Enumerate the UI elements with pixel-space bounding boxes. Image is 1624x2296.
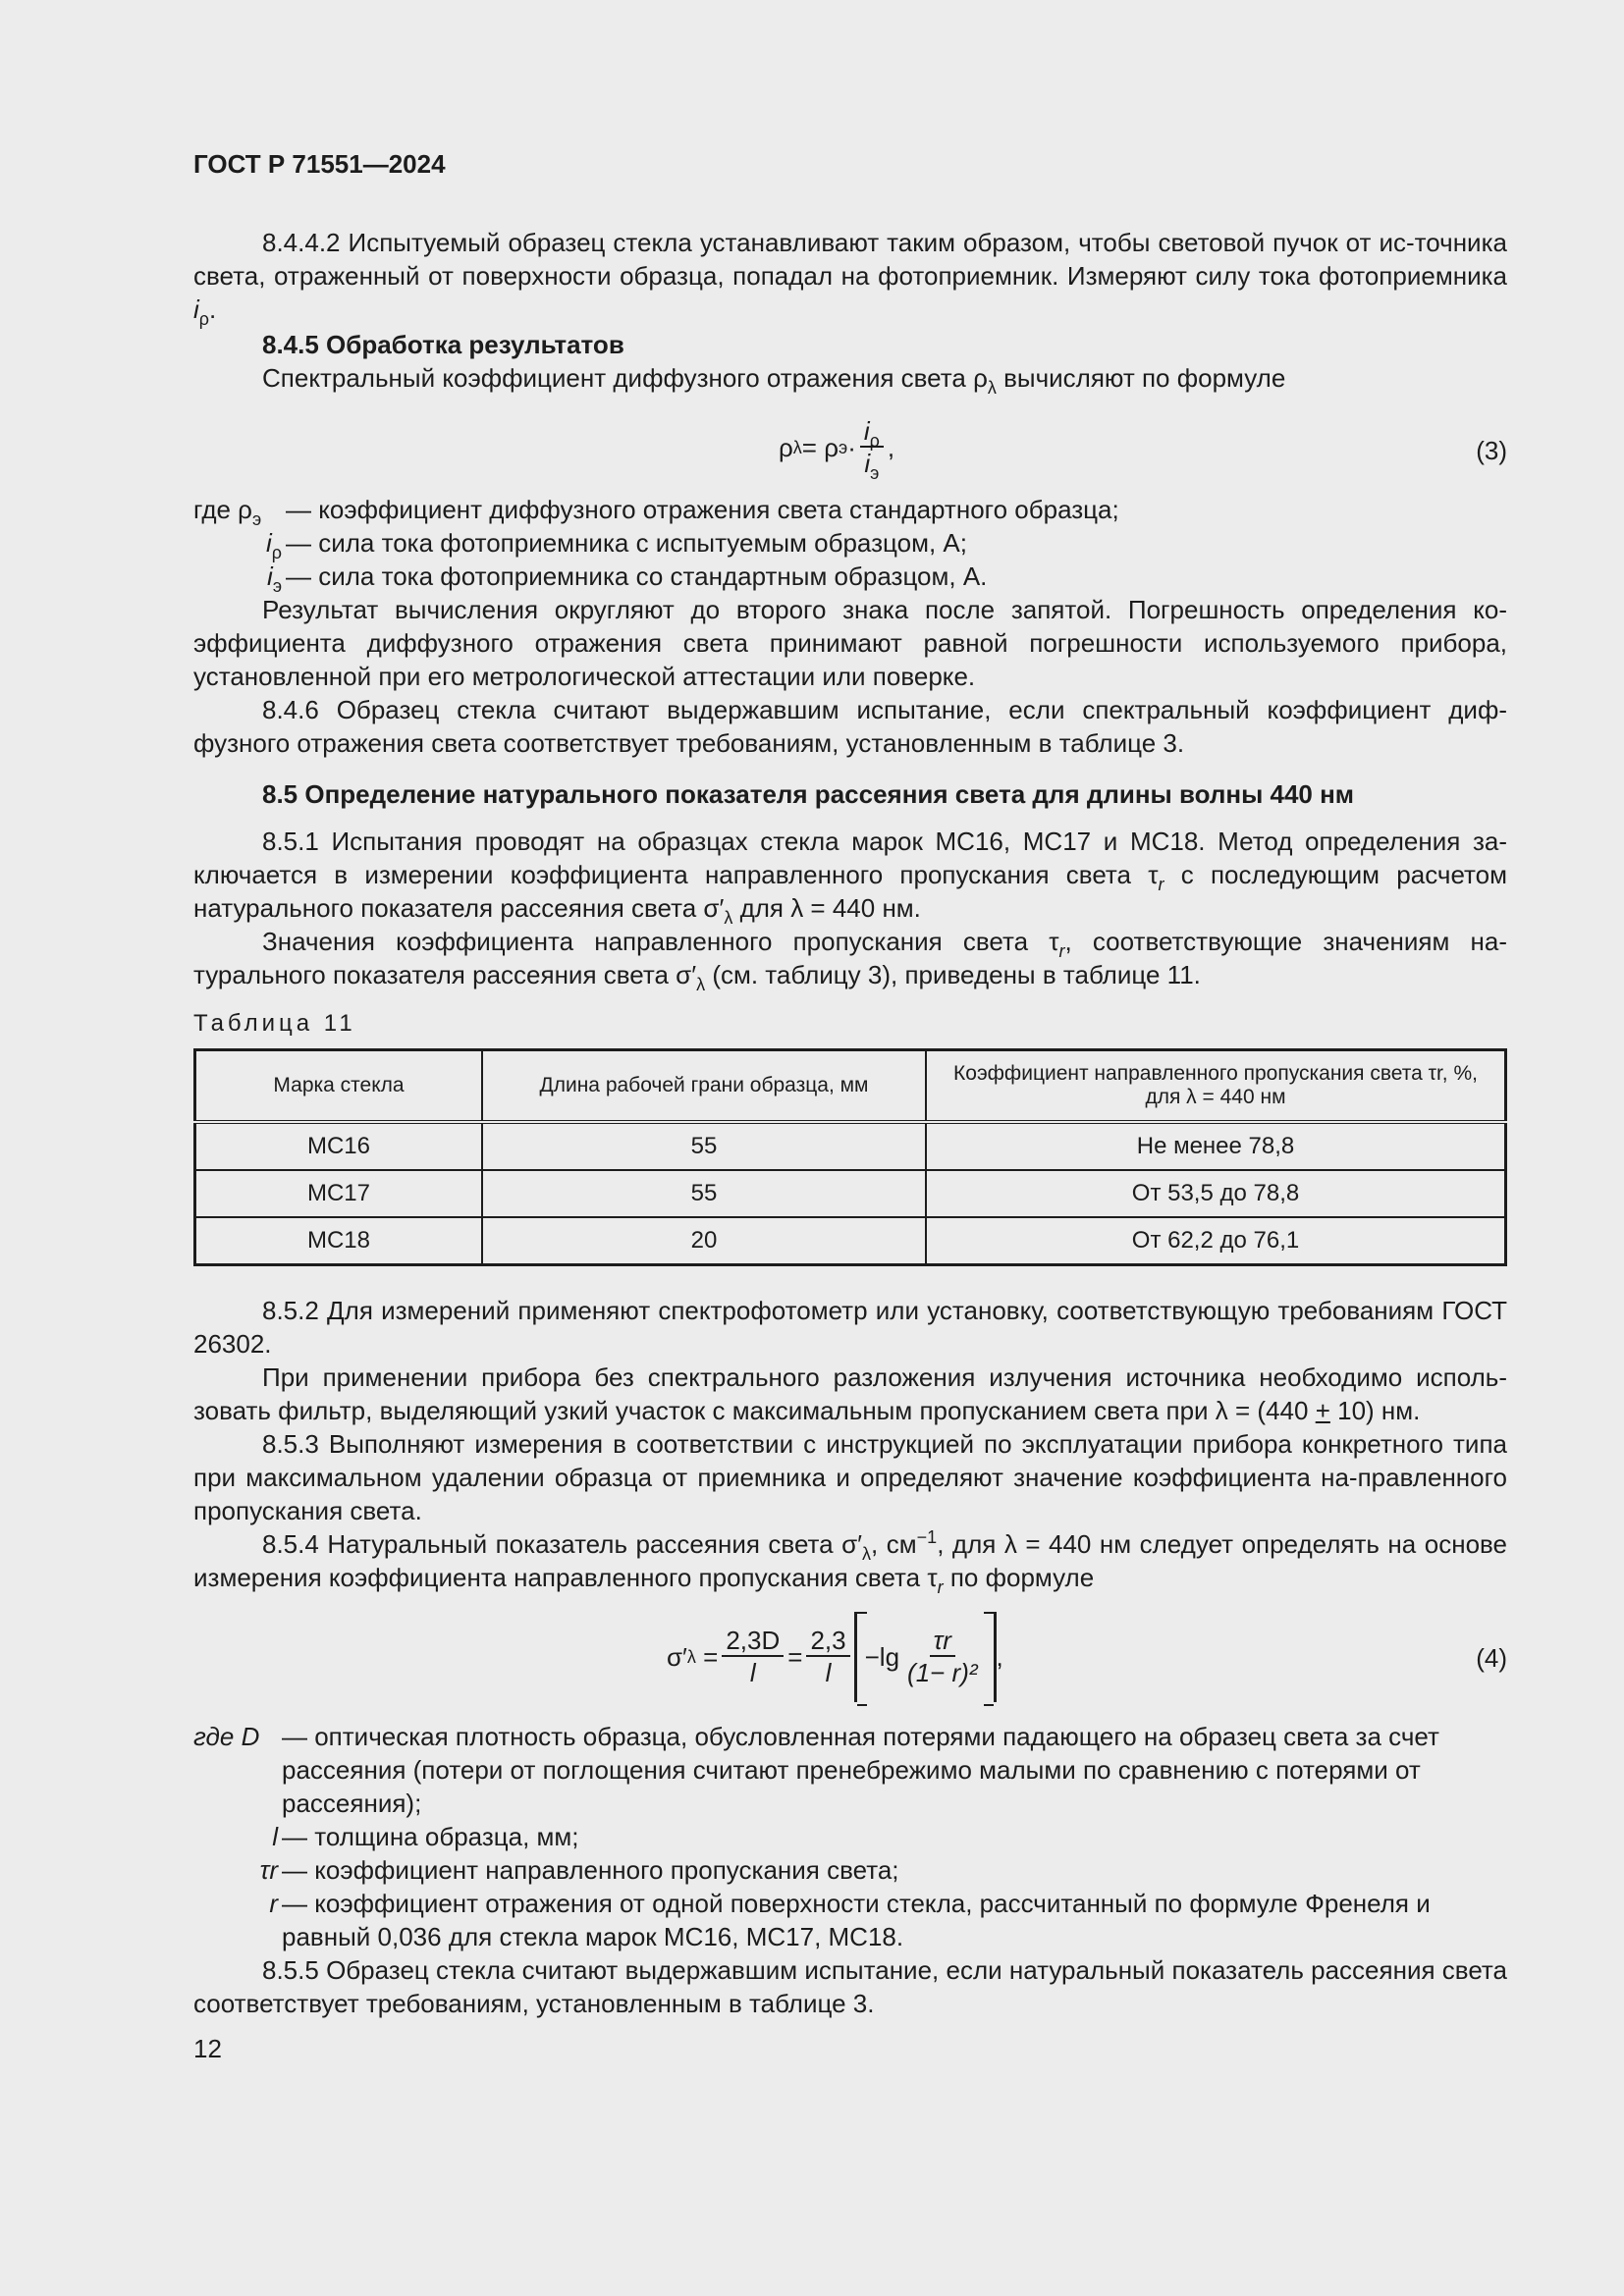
square-bracket-group: −lg $\frac{\tau r}{\text{(1− r)²}}$: [854, 1612, 997, 1702]
table-header-row: [195, 1050, 1506, 1123]
where-item: l — толщина образца, мм;: [272, 1822, 579, 1851]
paragraph-8-5-2: 8.5.2 Для измерений применяют спектрофотометр или установку, соответствующую требованиям ГОСТ 26302.: [193, 1296, 1507, 1359]
formula-4: σ′ λ = $\frac{2,3D}{l}$ = $\frac{2,3}{l}$ −lg $\frac{\tau r}{\text{(1− r)²}}$ , (4): [193, 1604, 1507, 1720]
where-item: $i_э$ — сила тока фотоприемника со стандартным образцом, А.: [267, 561, 988, 596]
paragraph-8-5-3: 8.5.3 Выполняют измерения в соответствии с инструкцией по эксплуатации прибора конкретного типа при максимальном удалении образца от приемника и определяют значение коэффициента на-правленного пропускания света.: [193, 1429, 1507, 1525]
table-11: [193, 1048, 1507, 1266]
paragraph-values: Значения коэффициента направленного пропускания света $\tau_r$, соответствующие значениям на-турального показателя рассеяния света $\sigma'_\lambda$ (см. таблицу 3), приведены в таблице 11.: [193, 927, 1507, 994]
column-header: Длина рабочей грани образца, мм: [482, 1050, 926, 1123]
table-row: МС18 20 От 62,2 до 76,1: [195, 1217, 1506, 1265]
heading-8-4-5: 8.4.5 Обработка результатов: [262, 330, 624, 359]
fraction-tau-over-1-minus-r-squared: $\frac{\tau r}{\text{(1− r)²}}$: [907, 1626, 978, 1687]
table-row: МС16 55 Не менее 78,8: [195, 1122, 1506, 1170]
table-caption: Таблица 11: [193, 1010, 356, 1037]
where-item: где D — оптическая плотность образца, обусловленная потерями падающего на образец света за счет рассеяния (потери от поглощения считают пренебрежимо малыми по сравнению с потерями от рассеяния);: [193, 1722, 1439, 1818]
where-item: где $\rho_э$ — коэффициент диффузного отражения света стандартного образца;: [193, 495, 1119, 529]
document-header: ГОСТ Р 71551—2024: [193, 149, 446, 179]
paragraph-8-4-5: Спектральный коэффициент диффузного отражения света $\rho_\lambda$ вычисляют по формуле: [262, 363, 1286, 398]
paragraph-8-4-6: 8.4.6 Образец стекла считают выдержавшим испытание, если спектральный коэффициент диф-фузного отражения света соответствует требованиям, установленным в таблице 3.: [193, 695, 1507, 758]
formula-number-4: (4): [1476, 1643, 1507, 1673]
heading-8-5: 8.5 Определение натурального показателя рассеяния света для длины волны 440 нм: [262, 779, 1355, 809]
paragraph-8-5-4: 8.5.4 Натуральный показатель рассеяния света $\sigma'_\lambda$, $см^{-1}$, для λ = 440 нм следует определять на основе измерения коэффициента направленного пропускания света $\tau_r$ по формуле: [193, 1527, 1508, 1597]
fraction-2-3-over-l: $\frac{2,3}{l}$: [806, 1626, 849, 1688]
table-row: МС17 55 От 53,5 до 78,8: [195, 1170, 1506, 1217]
where-list-4: [193, 1720, 1507, 1953]
column-header: Коэффициент направленного пропускания света τr, %, для λ = 440 нм: [926, 1050, 1506, 1123]
fraction-2-3d-over-l: $\frac{2,3D}{l}$: [722, 1626, 784, 1688]
fraction-i-rho-over-i-e: $\frac{i_\rho}{i_э}$: [860, 416, 884, 479]
body-text: [193, 226, 1507, 2065]
paragraph-8-5-1: 8.5.1 Испытания проводят на образцах стекла марок МС16, МС17 и МС18. Метод определения за-ключается в измерении коэффициента направленного пропускания света $\tau_r$ с последующим расчетом натурального показателя рассеяния света $\sigma'_\lambda$ для λ = 440 нм.: [193, 827, 1507, 928]
paragraph-result: Результат вычисления округляют до второго знака после запятой. Погрешность определения ко-эффициента диффузного отражения света принимают равной погрешности используемого прибора, установленной при его метрологической аттестации или поверке.: [193, 595, 1507, 691]
paragraph-filter: При применении прибора без спектрального разложения излучения источника необходимо исполь-зовать фильтр, выделяющий узкий участок с максимальным пропусканием света при λ = (440 + 10) нм.: [193, 1362, 1507, 1425]
where-list-3: [193, 493, 1507, 596]
paragraph-8-5-5: 8.5.5 Образец стекла считают выдержавшим испытание, если натуральный показатель рассеяния света соответствует требованиям, установленным в таблице 3.: [193, 1955, 1507, 2018]
formula-3: ρ λ = ρ э · $\frac{i_\rho}{i_э}$ , (3): [779, 416, 1507, 483]
where-item: τr — коэффициент направленного пропускания света;: [259, 1855, 899, 1885]
page-number: 12: [193, 2034, 222, 2063]
paragraph-8-4-4-2: 8.4.4.2 Испытуемый образец стекла устанавливают таким образом, чтобы световой пучок от ис-точника света, отраженный от поверхности образца, попадал на фотоприемник. Измеряют силу тока фотоприемника $i_\rho$.: [193, 228, 1507, 329]
column-header: Марка стекла: [195, 1050, 483, 1123]
where-item: r — коэффициент отражения от одной поверхности стекла, рассчитанный по формуле Френеля и равный 0,036 для стекла марок МС16, МС17, МС18.: [269, 1889, 1431, 1951]
formula-number-3: (3): [1476, 436, 1507, 465]
where-item: $i_\rho$ — сила тока фотоприемника с испытуемым образцом, А;: [265, 528, 967, 562]
